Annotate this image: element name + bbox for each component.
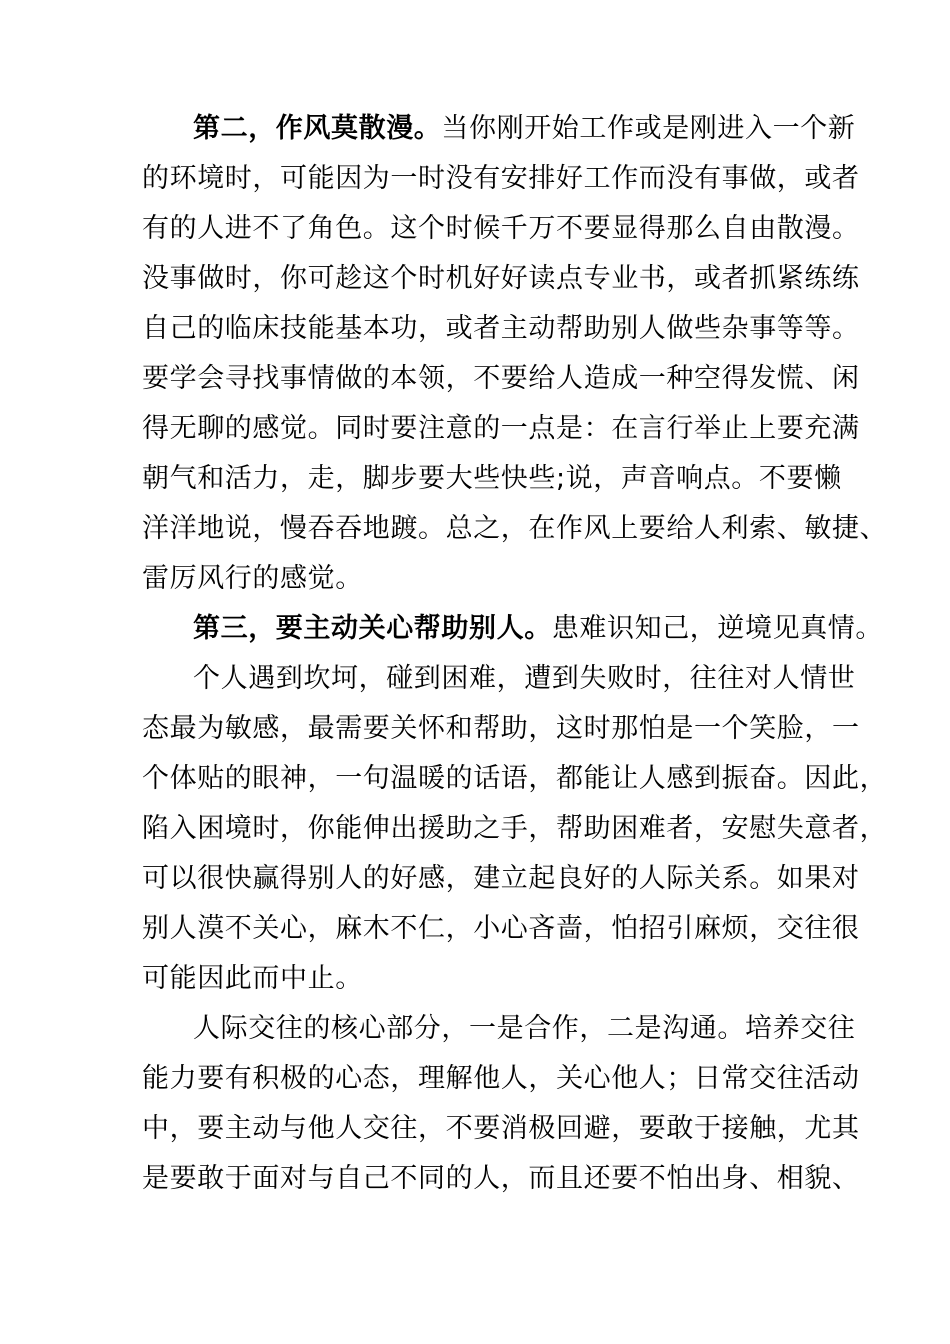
paragraph-2-line-6: 要学会寻找事情做的本领，不要给人造成一种空得发慌、闲	[142, 363, 860, 394]
paragraph-3-line-7: 别人漠不关心，麻木不仁，小心吝啬，怕招引麻烦，交往很	[142, 913, 860, 944]
paragraph-3-line-6: 可以很快赢得别人的好感，建立起良好的人际关系。如果对	[142, 863, 860, 894]
paragraph-2-line-1	[193, 112, 855, 146]
paragraph-text: 患难识知己，逆境见真情。	[551, 613, 884, 644]
section-3-heading: 第三，要主动关心帮助别人。	[193, 613, 552, 644]
paragraph-3-line-2: 个人遇到坎坷，碰到困难，遭到失败时，往往对人情世	[193, 663, 856, 694]
paragraph-2-line-9: 洋洋地说，慢吞吞地踱。总之，在作风上要给人利索、敏捷、	[142, 513, 888, 544]
paragraph-4-line-3: 中，要主动与他人交往，不要消极回避，要敢于接触，尤其	[142, 1113, 860, 1144]
paragraph-2-line-2: 的环境时，可能因为一时没有安排好工作而没有事做，或者	[142, 163, 860, 194]
paragraph-2-line-8: 朝气和活力，走，脚步要大些快些;说，声音响点。不要懒	[142, 463, 842, 494]
section-2-heading: 第二，作风莫散漫。	[193, 113, 442, 144]
paragraph-text: 当你刚开始工作或是刚进入一个新	[441, 113, 856, 144]
paragraph-2-line-4: 没事做时，你可趁这个时机好好读点专业书，或者抓紧练练	[142, 263, 860, 294]
paragraph-4-line-4: 是要敢于面对与自己不同的人，而且还要不怕出身、相貌、	[142, 1163, 860, 1194]
paragraph-3-line-3: 态最为敏感，最需要关怀和帮助，这时那怕是一个笑脸，一	[142, 713, 860, 744]
paragraph-2-line-5: 自己的临床技能基本功，或者主动帮助别人做些杂事等等。	[142, 313, 860, 344]
paragraph-3-line-4: 个体贴的眼神，一句温暖的话语，都能让人感到振奋。因此，	[142, 763, 888, 794]
paragraph-2-line-7: 得无聊的感觉。同时要注意的一点是：在言行举止上要充满	[142, 413, 860, 444]
paragraph-3-line-8: 可能因此而中止。	[142, 963, 363, 994]
paragraph-3-line-1	[193, 612, 883, 646]
paragraph-4-line-1: 人际交往的核心部分，一是合作，二是沟通。培养交往	[193, 1013, 856, 1044]
paragraph-2-line-3: 有的人进不了角色。这个时候千万不要显得那么自由散漫。	[142, 213, 860, 244]
paragraph-2-line-10: 雷厉风行的感觉。	[142, 563, 363, 594]
paragraph-3-line-5: 陷入困境时，你能伸出援助之手，帮助困难者，安慰失意者，	[142, 813, 888, 844]
paragraph-4-line-2: 能力要有积极的心态，理解他人，关心他人；日常交往活动	[142, 1063, 860, 1094]
